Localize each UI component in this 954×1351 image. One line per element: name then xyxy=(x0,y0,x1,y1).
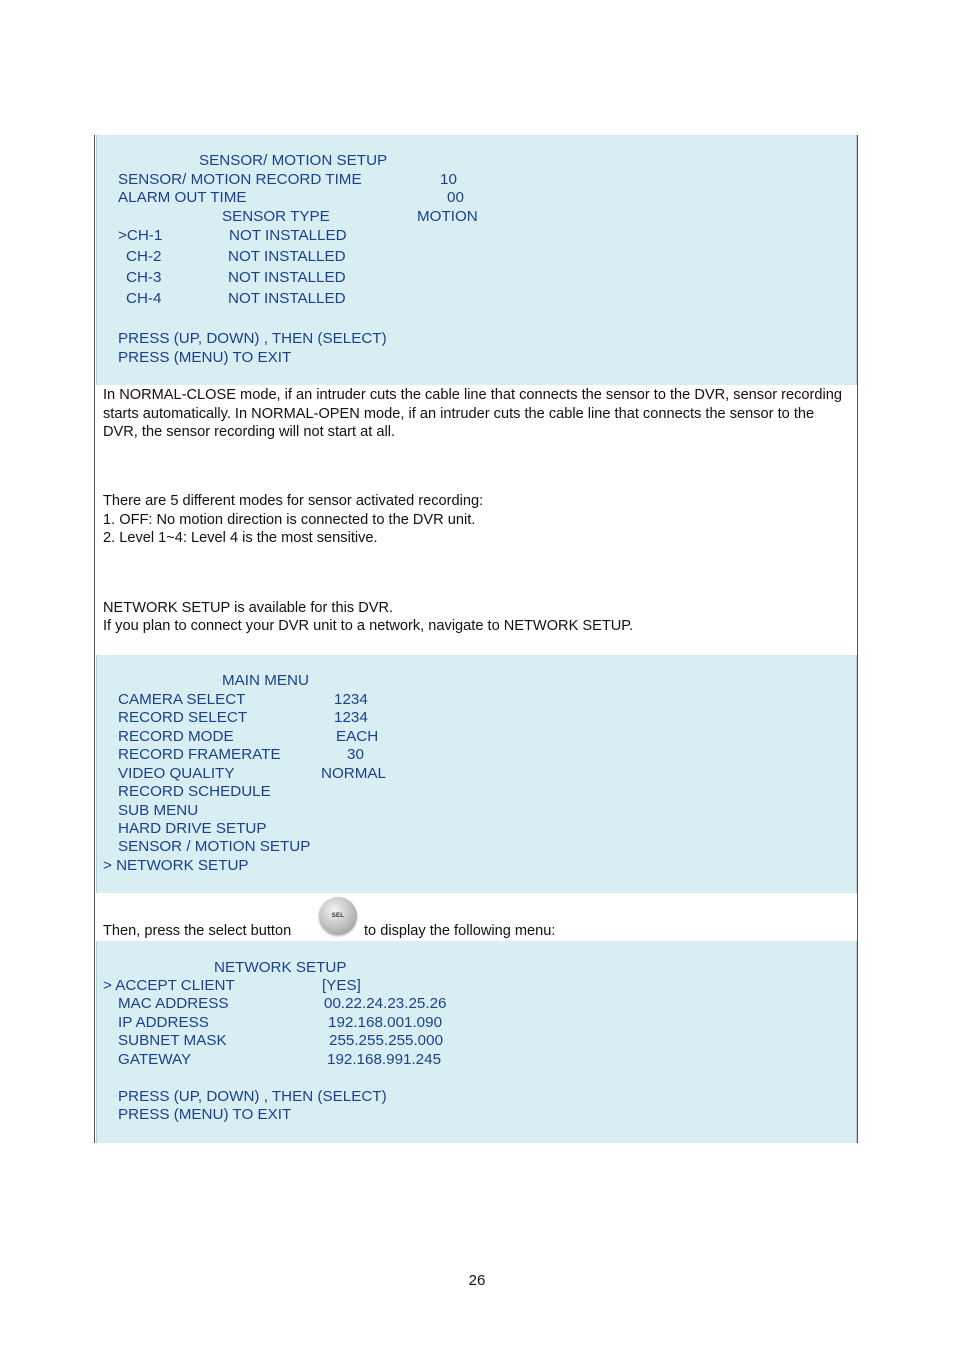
channel-name: CH-2 xyxy=(126,248,162,265)
sensor-menu-title: SENSOR/ MOTION SETUP xyxy=(199,152,388,169)
alarm-out-value: 00 xyxy=(447,189,464,206)
select-instruction-after: to display the following menu: xyxy=(364,923,556,939)
channel-status: NOT INSTALLED xyxy=(228,248,346,265)
mode-off: 1. OFF: No motion direction is connected to the DVR unit. xyxy=(103,512,476,528)
channel-status: NOT INSTALLED xyxy=(228,290,346,307)
channel-status: NOT INSTALLED xyxy=(228,269,346,286)
network-menu-title: NETWORK SETUP xyxy=(214,959,347,976)
main-menu-item-label: VIDEO QUALITY xyxy=(118,765,235,782)
channel-name: CH-3 xyxy=(126,269,162,286)
main-menu-item-value: EACH xyxy=(336,728,379,745)
modes-intro: There are 5 different modes for sensor activated recording: xyxy=(103,493,484,509)
network-menu-hint-navigate: PRESS (UP, DOWN) , THEN (SELECT) xyxy=(118,1088,387,1105)
network-menu-item-value: 00.22.24.23.25.26 xyxy=(324,995,447,1012)
main-menu-item-value: NORMAL xyxy=(321,765,386,782)
sensor-menu-hint-exit: PRESS (MENU) TO EXIT xyxy=(118,349,292,366)
network-menu-item-label: > ACCEPT CLIENT xyxy=(103,977,235,994)
page-number: 26 xyxy=(468,1272,486,1289)
network-menu-item-label: IP ADDRESS xyxy=(118,1014,209,1031)
sensor-type-label: SENSOR TYPE xyxy=(222,208,330,225)
main-menu-item-label: SUB MENU xyxy=(118,802,199,819)
network-menu-item-value: 192.168.001.090 xyxy=(328,1014,443,1031)
main-menu-item-value: 1234 xyxy=(334,691,368,708)
main-menu-title: MAIN MENU xyxy=(222,672,309,689)
main-menu-item-label: CAMERA SELECT xyxy=(118,691,246,708)
network-menu-hint-exit: PRESS (MENU) TO EXIT xyxy=(118,1106,292,1123)
sensor-type-value: MOTION xyxy=(417,208,478,225)
network-menu-item-label: GATEWAY xyxy=(118,1051,192,1068)
main-menu-item-label: RECORD FRAMERATE xyxy=(118,746,281,763)
sensor-menu-hint-navigate: PRESS (UP, DOWN) , THEN (SELECT) xyxy=(118,330,387,347)
record-time-value: 10 xyxy=(440,171,457,188)
network-paragraph-1: NETWORK SETUP is available for this DVR. xyxy=(103,600,394,616)
main-menu-item-value: 30 xyxy=(347,746,364,763)
network-menu-item-value: 192.168.991.245 xyxy=(327,1051,442,1068)
select-button-icon-text: SEL xyxy=(331,913,345,919)
select-instruction-before: Then, press the select button xyxy=(103,923,292,939)
main-menu-item-label: HARD DRIVE SETUP xyxy=(118,820,267,837)
channel-name: >CH-1 xyxy=(118,227,163,244)
network-menu-item-label: MAC ADDRESS xyxy=(118,995,229,1012)
network-paragraph-2: If you plan to connect your DVR unit to a network, navigate to NETWORK SETUP. xyxy=(103,618,634,634)
main-menu-item-label: RECORD SELECT xyxy=(118,709,248,726)
network-menu-item-label: SUBNET MASK xyxy=(118,1032,227,1049)
network-menu-item-value: [YES] xyxy=(322,977,361,994)
main-menu-item-label: SENSOR / MOTION SETUP xyxy=(118,838,311,855)
alarm-out-label: ALARM OUT TIME xyxy=(118,189,247,206)
record-time-label: SENSOR/ MOTION RECORD TIME xyxy=(118,171,362,188)
normal-close-paragraph: In NORMAL-CLOSE mode, if an intruder cuts the cable line that connects the sensor to the DVR, sensor recording starts automatically. In NORMAL-OPEN mode, if an intruder cuts the cable line that connects the sensor to the DVR, the sensor recording will not start at all. xyxy=(103,387,842,441)
main-menu-item-label: RECORD MODE xyxy=(118,728,234,745)
network-menu-item-value: 255.255.255.000 xyxy=(329,1032,444,1049)
main-menu-item-label: > NETWORK SETUP xyxy=(103,857,249,874)
channel-name: CH-4 xyxy=(126,290,162,307)
mode-level: 2. Level 1~4: Level 4 is the most sensitive. xyxy=(103,530,378,546)
main-menu-item-label: RECORD SCHEDULE xyxy=(118,783,271,800)
select-button-icon xyxy=(319,897,357,935)
channel-status: NOT INSTALLED xyxy=(229,227,347,244)
main-menu-item-value: 1234 xyxy=(334,709,368,726)
